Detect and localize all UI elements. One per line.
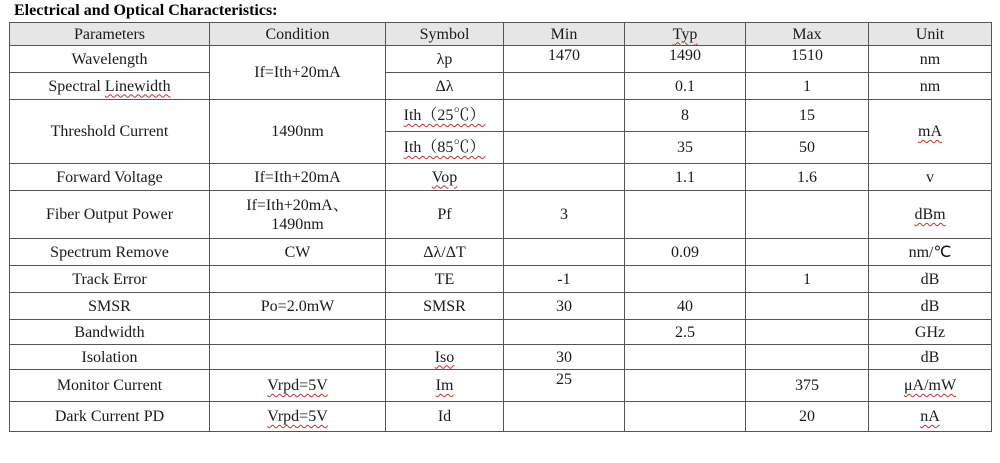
section-title: Electrical and Optical Characteristics: <box>14 2 278 19</box>
typ-cell <box>625 191 746 239</box>
symbol-text: Vop <box>431 168 458 186</box>
param-cell: Dark Current PD <box>10 402 210 432</box>
symbol-text: Im <box>435 377 454 394</box>
typ-cell: 2.5 <box>625 320 746 345</box>
table-row <box>10 100 992 132</box>
min-cell <box>504 164 625 191</box>
max-cell: 20 <box>746 402 869 432</box>
unit-text: dBm <box>914 206 946 223</box>
min-cell <box>504 73 625 100</box>
table-row <box>10 345 992 370</box>
unit-cell: nm/℃ <box>869 239 992 266</box>
typ-cell: 1490 <box>625 46 746 73</box>
unit-cell: dB <box>869 266 992 293</box>
symbol-cell: Pf <box>386 191 504 239</box>
symbol-text: Ith（85℃） <box>403 139 486 156</box>
table-row <box>10 73 992 100</box>
typ-cell: 8 <box>625 100 746 132</box>
max-cell: 375 <box>746 370 869 402</box>
table-row <box>10 164 992 191</box>
symbol-text: Iso <box>434 348 455 366</box>
table-row <box>10 293 992 320</box>
symbol-text: Ith（25℃） <box>403 107 486 124</box>
typ-cell: 1.1 <box>625 164 746 191</box>
header-unit: Unit <box>869 23 992 46</box>
header-min: Min <box>504 23 625 46</box>
symbol-cell <box>386 100 504 132</box>
param-cell: Forward Voltage <box>10 164 210 191</box>
unit-text: mA <box>918 123 942 140</box>
table-row <box>10 320 992 345</box>
unit-cell <box>869 402 992 432</box>
condition-cell <box>210 402 386 432</box>
condition-text: Vrpd=5V <box>267 408 328 425</box>
typ-cell <box>625 402 746 432</box>
symbol-cell: Δλ/ΔT <box>386 239 504 266</box>
max-cell <box>746 320 869 345</box>
symbol-cell: Δλ <box>386 73 504 100</box>
header-parameters: Parameters <box>10 23 210 46</box>
header-typ: Typ <box>625 23 746 46</box>
table-row <box>10 191 992 239</box>
unit-cell: dB <box>869 345 992 370</box>
typ-cell <box>625 345 746 370</box>
max-cell <box>746 293 869 320</box>
typ-cell: 0.1 <box>625 73 746 100</box>
table-row <box>10 402 992 432</box>
table-row <box>10 370 992 402</box>
symbol-cell <box>386 132 504 164</box>
unit-cell <box>869 370 992 402</box>
typ-cell: 0.09 <box>625 239 746 266</box>
param-cell: Wavelength <box>10 46 210 73</box>
condition-cell <box>210 266 386 293</box>
header-max: Max <box>746 23 869 46</box>
table-row <box>10 239 992 266</box>
unit-cell: nm <box>869 73 992 100</box>
min-cell: -1 <box>504 266 625 293</box>
symbol-cell <box>386 345 504 370</box>
typ-cell: 35 <box>625 132 746 164</box>
min-cell: 1470 <box>504 46 625 73</box>
unit-text: μA/mW <box>903 377 957 394</box>
min-cell <box>504 402 625 432</box>
unit-cell: nm <box>869 46 992 73</box>
symbol-cell <box>386 320 504 345</box>
param-cell: Spectrum Remove <box>10 239 210 266</box>
condition-cell <box>210 320 386 345</box>
characteristics-table <box>9 22 992 432</box>
unit-cell: v <box>869 164 992 191</box>
symbol-cell: SMSR <box>386 293 504 320</box>
typ-cell <box>625 266 746 293</box>
param-cell: Monitor Current <box>10 370 210 402</box>
unit-cell: GHz <box>869 320 992 345</box>
max-cell: 15 <box>746 100 869 132</box>
max-cell: 50 <box>746 132 869 164</box>
min-cell <box>504 239 625 266</box>
symbol-cell: Id <box>386 402 504 432</box>
min-cell <box>504 132 625 164</box>
condition-cell <box>210 191 386 239</box>
param-cell: Track Error <box>10 266 210 293</box>
condition-cell: 1490nm <box>210 100 386 164</box>
condition-cell: If=Ith+20mA <box>210 46 386 100</box>
min-cell: 3 <box>504 191 625 239</box>
condition-cell <box>210 345 386 370</box>
param-cell: Threshold Current <box>10 100 210 164</box>
condition-text: Vrpd=5V <box>267 377 328 394</box>
unit-cell: dB <box>869 293 992 320</box>
symbol-cell <box>386 164 504 191</box>
max-cell <box>746 191 869 239</box>
typ-cell: 40 <box>625 293 746 320</box>
typ-cell <box>625 370 746 402</box>
symbol-cell: λp <box>386 46 504 73</box>
symbol-cell <box>386 370 504 402</box>
max-cell <box>746 345 869 370</box>
max-cell: 1.6 <box>746 164 869 191</box>
min-cell: 30 <box>504 345 625 370</box>
max-cell <box>746 239 869 266</box>
header-condition: Condition <box>210 23 386 46</box>
min-cell <box>504 100 625 132</box>
header-symbol: Symbol <box>386 23 504 46</box>
min-cell: 30 <box>504 293 625 320</box>
param-cell: Spectral Linewidth <box>10 73 210 100</box>
condition-cell: If=Ith+20mA <box>210 164 386 191</box>
param-cell: Fiber Output Power <box>10 191 210 239</box>
table-row <box>10 266 992 293</box>
header-row <box>10 23 992 46</box>
table-row <box>10 46 992 73</box>
condition-cell: Po=2.0mW <box>210 293 386 320</box>
min-cell: 25 <box>504 370 625 402</box>
condition-line: If=Ith+20mA、 <box>246 196 349 214</box>
min-cell <box>504 320 625 345</box>
condition-cell <box>210 370 386 402</box>
max-cell: 1 <box>746 73 869 100</box>
param-cell: SMSR <box>10 293 210 320</box>
condition-line: 1490nm <box>271 215 324 233</box>
param-word: Linewidth <box>104 77 171 95</box>
unit-cell <box>869 100 992 164</box>
param-cell: Isolation <box>10 345 210 370</box>
unit-text: nA <box>920 408 940 425</box>
max-cell: 1510 <box>746 46 869 73</box>
unit-cell <box>869 191 992 239</box>
symbol-cell: TE <box>386 266 504 293</box>
max-cell: 1 <box>746 266 869 293</box>
param-cell: Bandwidth <box>10 320 210 345</box>
condition-cell: CW <box>210 239 386 266</box>
